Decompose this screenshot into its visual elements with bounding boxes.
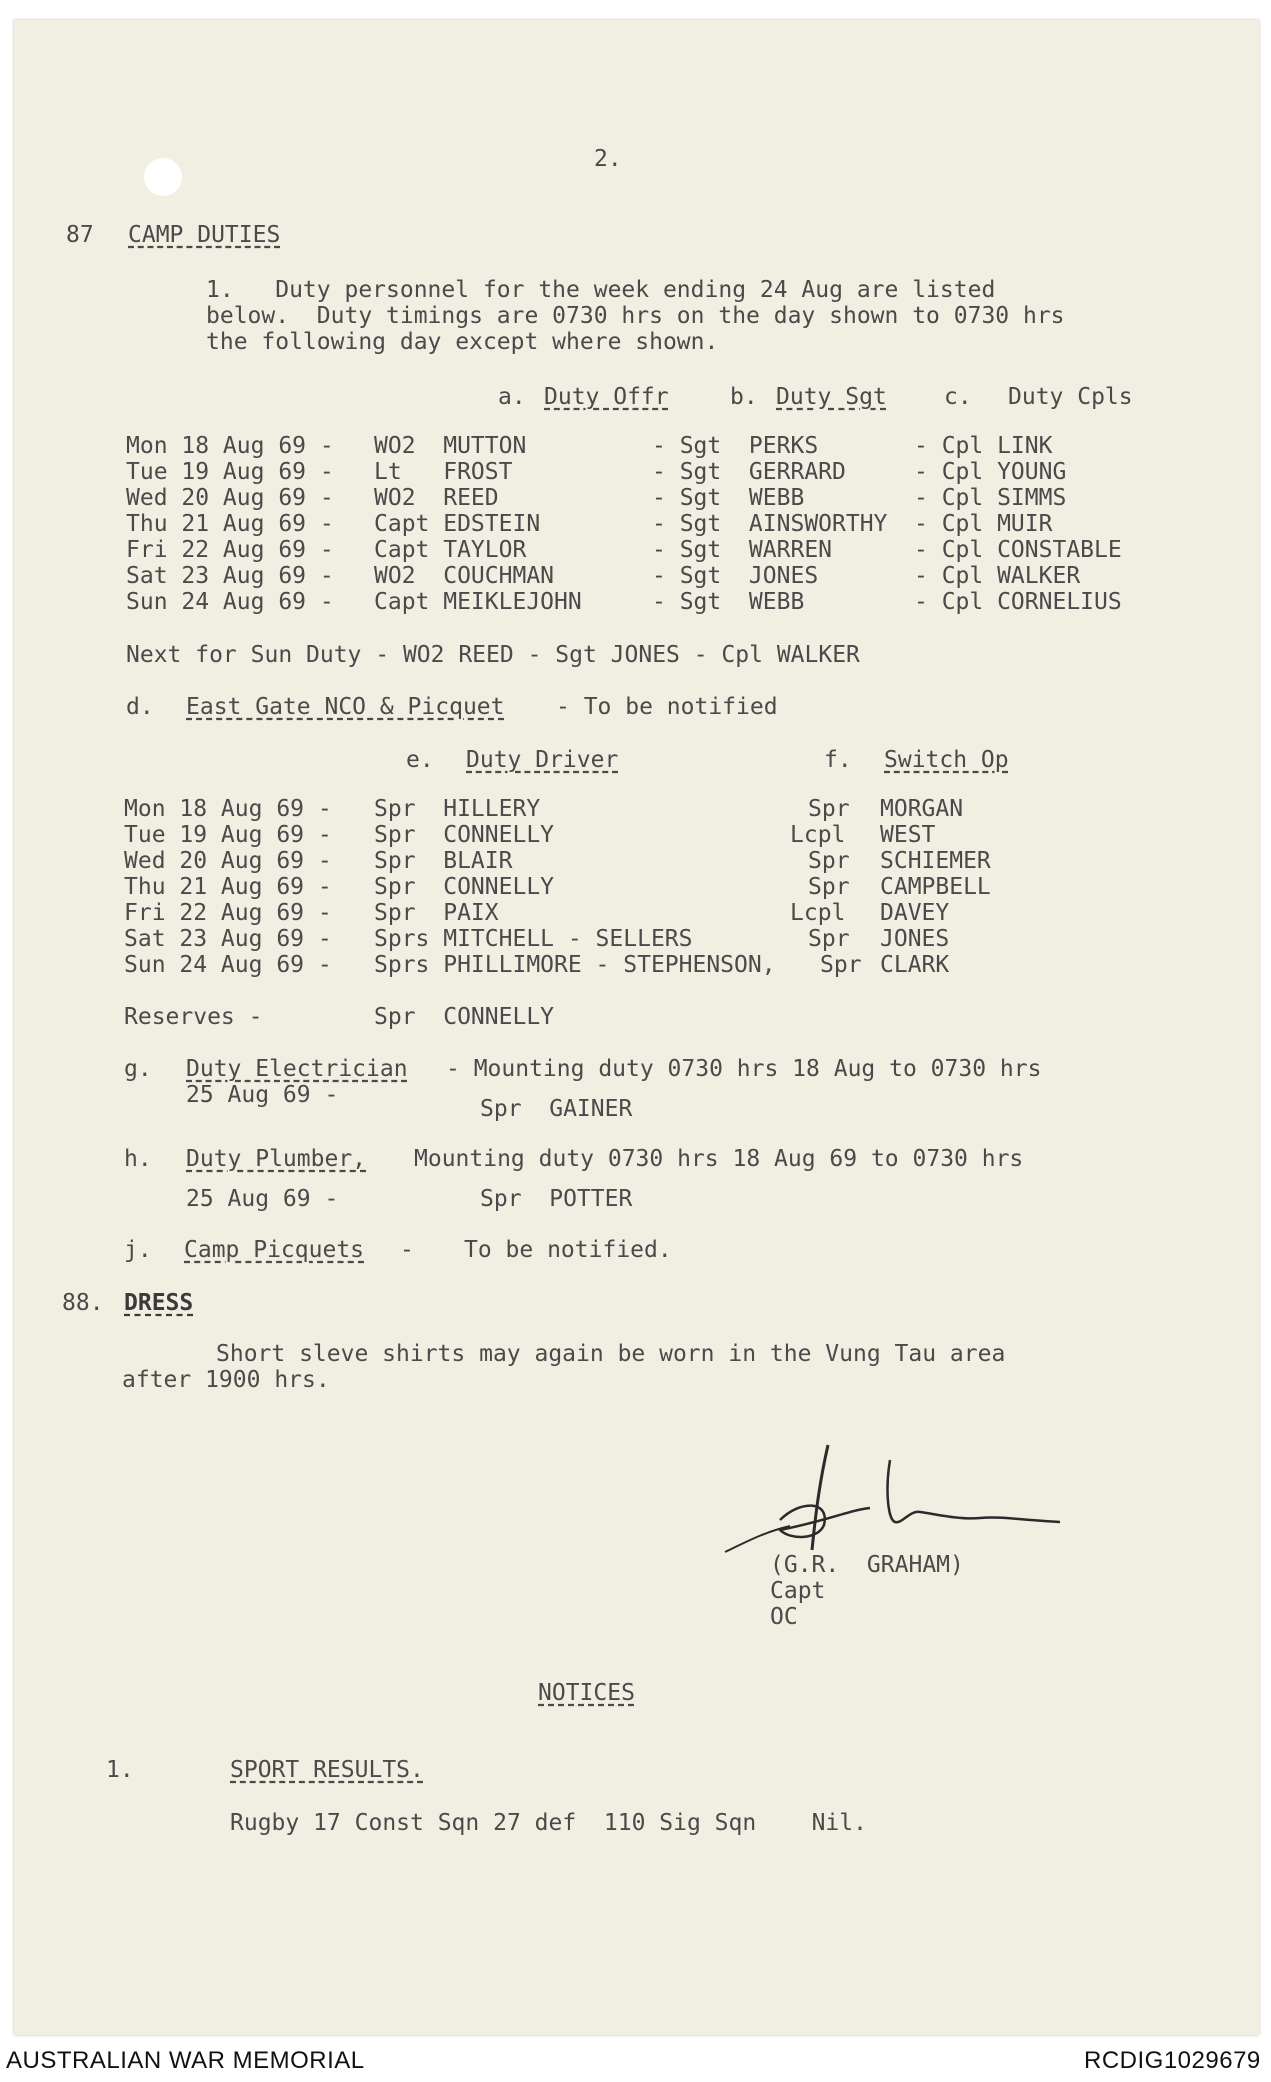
switch-op-name: CLARK [880, 952, 950, 978]
col-b-heading: Duty Sgt [776, 384, 887, 410]
col-a-heading: Duty Offr [544, 384, 669, 410]
j-text: To be notified. [464, 1237, 672, 1263]
f-letter: f. [824, 747, 852, 773]
para1-line3: the following day except where shown. [206, 329, 719, 355]
duty-day: Fri 22 Aug 69 - [126, 537, 334, 563]
duty-sgt: - Sgt WEBB [652, 589, 805, 615]
duty-cpl: - Cpl CORNELIUS [914, 589, 1122, 615]
d-heading: East Gate NCO & Picquet [186, 694, 505, 720]
col-c-letter: c. [944, 384, 972, 410]
duty-cpl: - Cpl LINK [914, 433, 1053, 459]
g-person: Spr GAINER [480, 1096, 633, 1122]
j-dash: - [400, 1237, 414, 1263]
item-88-line1: Short sleve shirts may again be worn in the Vung Tau area [216, 1341, 1006, 1367]
g-text: - Mounting duty 0730 hrs 18 Aug to 0730 hrs [446, 1056, 1042, 1082]
d-text: - To be notified [556, 694, 778, 720]
duty-sgt: - Sgt GERRARD [652, 459, 846, 485]
duty-sgt: - Sgt WARREN [652, 537, 833, 563]
footer-archive-name: AUSTRALIAN WAR MEMORIAL [6, 2047, 365, 2074]
notice-1-heading: SPORT RESULTS. [230, 1757, 424, 1783]
driver-day: Thu 21 Aug 69 - [124, 874, 332, 900]
driver-day: Wed 20 Aug 69 - [124, 848, 332, 874]
g-letter: g. [124, 1056, 152, 1082]
duty-sgt: - Sgt PERKS [652, 433, 819, 459]
duty-offr: WO2 COUCHMAN [374, 563, 555, 589]
duty-offr: Capt TAYLOR [374, 537, 527, 563]
item-88-number: 88. [62, 1290, 104, 1316]
e-letter: e. [406, 747, 434, 773]
j-letter: j. [124, 1237, 152, 1263]
f-heading: Switch Op [884, 747, 1009, 773]
item-88-heading: DRESS [124, 1290, 194, 1316]
duty-cpl: - Cpl SIMMS [914, 485, 1067, 511]
duty-cpl: - Cpl YOUNG [914, 459, 1067, 485]
reserves-value: Spr CONNELLY [374, 1004, 555, 1030]
duty-day: Sun 24 Aug 69 - [126, 589, 334, 615]
signatory-appointment: OC [770, 1604, 798, 1630]
d-letter: d. [126, 694, 154, 720]
switch-op-name: WEST [880, 822, 936, 848]
page-number: 2. [594, 146, 622, 172]
duty-offr: Lt FROST [374, 459, 513, 485]
signature-scribble [720, 1440, 1070, 1560]
duty-cpl: - Cpl WALKER [914, 563, 1081, 589]
switch-op-rank: Lcpl [790, 900, 846, 926]
para1-line1: 1. Duty personnel for the week ending 24 Aug are listed [206, 277, 996, 303]
driver-day: Tue 19 Aug 69 - [124, 822, 332, 848]
duty-day: Tue 19 Aug 69 - [126, 459, 334, 485]
footer-record-id: RCDIG1029679 [1084, 2047, 1261, 2074]
signatory-rank: Capt [770, 1578, 826, 1604]
switch-op-rank: Spr [808, 848, 850, 874]
driver-name: Sprs PHILLIMORE - STEPHENSON, [374, 952, 776, 978]
duty-sgt: - Sgt JONES [652, 563, 819, 589]
item-88-line2: after 1900 hrs. [122, 1367, 330, 1393]
switch-op-name: SCHIEMER [880, 848, 991, 874]
duty-day: Sat 23 Aug 69 - [126, 563, 334, 589]
driver-name: Spr HILLERY [374, 796, 541, 822]
col-b-letter: b. [730, 384, 758, 410]
col-a-letter: a. [498, 384, 526, 410]
sport-result: Rugby 17 Const Sqn 27 def 110 Sig Sqn Nil. [230, 1810, 867, 1836]
duty-cpl: - Cpl CONSTABLE [914, 537, 1122, 563]
driver-name: Spr PAIX [374, 900, 499, 926]
duty-day: Mon 18 Aug 69 - [126, 433, 334, 459]
h-person: Spr POTTER [480, 1186, 633, 1212]
duty-offr: Capt MEIKLEJOHN [374, 589, 582, 615]
duty-cpl: - Cpl MUIR [914, 511, 1053, 537]
switch-op-rank: Spr [808, 926, 850, 952]
g-heading: Duty Electrician [186, 1056, 408, 1082]
para1-line2: below. Duty timings are 0730 hrs on the day shown to 0730 hrs [206, 303, 1065, 329]
notices-heading: NOTICES [538, 1680, 635, 1706]
switch-op-name: JONES [880, 926, 950, 952]
h-heading: Duty Plumber, [186, 1146, 367, 1172]
driver-day: Sun 24 Aug 69 - [124, 952, 332, 978]
j-heading: Camp Picquets [184, 1237, 365, 1263]
duty-day: Wed 20 Aug 69 - [126, 485, 334, 511]
switch-op-rank: Spr [808, 796, 850, 822]
punch-hole [144, 158, 182, 196]
next-sunday-duty: Next for Sun Duty - WO2 REED - Sgt JONES - Cpl WALKER [126, 642, 860, 668]
switch-op-name: MORGAN [880, 796, 964, 822]
switch-op-rank: Lcpl [790, 822, 846, 848]
notice-1-number: 1. [106, 1757, 134, 1783]
driver-name: Spr BLAIR [374, 848, 513, 874]
signatory-name: (G.R. GRAHAM) [770, 1552, 964, 1578]
duty-sgt: - Sgt AINSWORTHY [652, 511, 888, 537]
item-87-number: 87 [66, 222, 94, 248]
duty-sgt: - Sgt WEBB [652, 485, 805, 511]
h-letter: h. [124, 1146, 152, 1172]
driver-name: Spr CONNELLY [374, 822, 555, 848]
switch-op-name: CAMPBELL [880, 874, 991, 900]
driver-name: Spr CONNELLY [374, 874, 555, 900]
duty-day: Thu 21 Aug 69 - [126, 511, 334, 537]
h-line2: 25 Aug 69 - [186, 1186, 339, 1212]
duty-offr: WO2 MUTTON [374, 433, 527, 459]
switch-op-name: DAVEY [880, 900, 950, 926]
col-c-heading: Duty Cpls [1008, 384, 1133, 410]
e-heading: Duty Driver [466, 747, 619, 773]
h-text: Mounting duty 0730 hrs 18 Aug 69 to 0730 hrs [414, 1146, 1024, 1172]
switch-op-rank: Spr [820, 952, 862, 978]
switch-op-rank: Spr [808, 874, 850, 900]
driver-day: Mon 18 Aug 69 - [124, 796, 332, 822]
item-87-heading: CAMP DUTIES [128, 222, 281, 248]
reserves-label: Reserves - [124, 1004, 263, 1030]
duty-offr: WO2 REED [374, 485, 499, 511]
driver-name: Sprs MITCHELL - SELLERS [374, 926, 693, 952]
g-line2: 25 Aug 69 - [186, 1082, 339, 1108]
duty-offr: Capt EDSTEIN [374, 511, 541, 537]
driver-day: Sat 23 Aug 69 - [124, 926, 332, 952]
driver-day: Fri 22 Aug 69 - [124, 900, 332, 926]
